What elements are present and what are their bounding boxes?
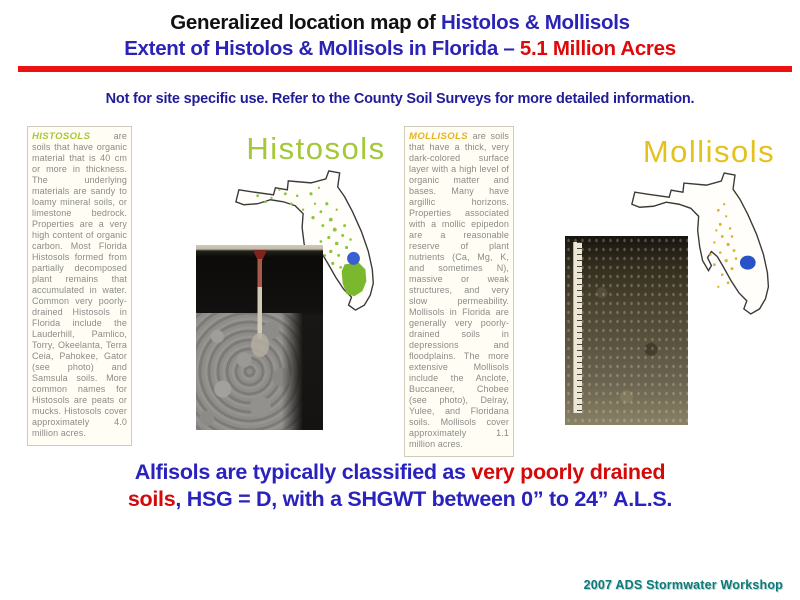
mollisols-soil-photo [565, 236, 688, 425]
subtitle-blue-part: Extent of Histolos & Mollisols in Florida – [124, 37, 520, 60]
histosols-panel-heading: HISTOSOLS [32, 131, 91, 142]
lake-okeechobee [347, 252, 360, 265]
shovel-blade [251, 333, 269, 357]
histosols-description-panel [27, 126, 132, 446]
statement-line2-blue: , HSG = D, with a SHGWT between 0” to 24” A.L.S. [175, 487, 673, 511]
statement-line1-red: very poorly drained [471, 460, 666, 484]
lake-okeechobee [740, 256, 756, 270]
shovel-shaft-lower [258, 287, 263, 339]
histosols-map-label: Histosols [246, 131, 386, 166]
measuring-ruler [573, 242, 582, 413]
workshop-credit: 2007 ADS Stormwater Workshop [583, 578, 783, 592]
title-black-part: Generalized location map of [170, 11, 441, 34]
statement-line1-blue: Alfisols are typically classified as [134, 460, 472, 484]
histosols-panel-body: are soils that have organic material that is 40 cm or more in thickness. The underlying materials are sandy to loamy mineral soils, or limestone bedrock. Properties are a very high content of organic carbon. Most Florida Histosols formed from partially decomposed plant remains that accumulated in water. Common very poorly-drained Histosols in Florida include the Lauderhill, Pamlico, Torry, Okeelanta, Terra Ceia, Pahokee, Gator (see photo) and Samsula soils. More common names for Histosols are peats or mucks. Histosols cover approximately 4.0 million acres. [32, 131, 127, 438]
statement-line-1 [0, 459, 800, 486]
shovel-graphic [196, 245, 323, 430]
mollisols-panel-heading: MOLLISOLS [409, 131, 469, 142]
statement-line2-red: soils [127, 487, 176, 511]
mollisols-map-label: Mollisols [642, 134, 776, 169]
mollisols-description-panel [404, 126, 514, 457]
histosols-soil-photo [196, 245, 323, 430]
title-blue-part: Histolos & Mollisols [440, 11, 630, 34]
ruler-tick-marks [577, 242, 582, 413]
page-title [0, 11, 800, 35]
shovel-shaft-upper [258, 259, 263, 289]
subtitle-red-part: 5.1 Million Acres [519, 37, 676, 60]
soil-speckle-texture [565, 236, 688, 425]
statement-line-2 [0, 486, 800, 513]
page-subtitle [0, 37, 800, 61]
mollisols-panel-body: are soils that have a thick, very dark-colored surface layer with a high level of organic matter and bases. Many have argillic horizons. Properties associated with a mollic epipedon are a reasonable reserve of plant nutrients (Ca, Mg, K, and sometimes N), massive or weak structures, and very slow permeability. Mollisols in Florida are generally very poorly-drained soils in depressions and floodplains. The more extensive Mollisols include the Anclote, Buccaneer, Chobee (see photo), Delray, Yulee, and Floridana soils. Mollisols cover approximately 1.1 million acres. [409, 131, 509, 449]
header-divider-rule [18, 66, 792, 72]
classification-statement [0, 459, 800, 513]
disclaimer-text: Not for site specific use. Refer to the County Soil Surveys for more detailed information. [105, 91, 695, 107]
